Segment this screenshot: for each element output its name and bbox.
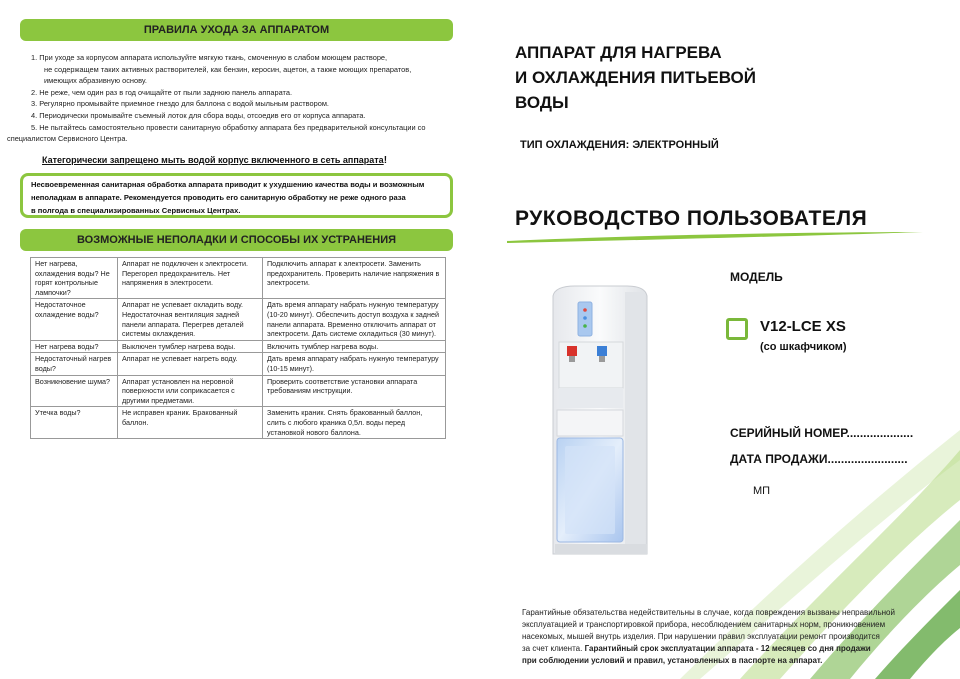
- warranty-line-2: эксплуатацией и транспортировкой прибора, несоблюдением санитарных норм, проникновением: [522, 620, 886, 629]
- trouble-fix: Проверить соответствие установки аппарата требованиям инструкции.: [263, 375, 446, 407]
- warranty-line-1: Гарантийные обязательства недействительны в случае, когда повреждения вызваны неправильной: [522, 608, 895, 617]
- sale-date: ДАТА ПРОДАЖИ........................: [730, 452, 908, 466]
- title-line-2: И ОХЛАЖДЕНИЯ ПИТЬЕВОЙ: [515, 68, 756, 87]
- trouble-fix: Включить тумблер нагрева воды.: [263, 340, 446, 353]
- warranty-line-4-b: Гарантийный срок эксплуатации аппарата - 12 месяцев со дня продажи: [584, 644, 871, 653]
- notice-box: [20, 173, 453, 218]
- model-note: (со шкафчиком): [760, 341, 847, 353]
- trouble-problem: Нет нагрева, охлаждения воды? Не горят контрольные лампочки?: [31, 258, 118, 299]
- trouble-table: [30, 257, 446, 439]
- trouble-problem: Недостаточное охлаждение воды?: [31, 299, 118, 340]
- model-label: МОДЕЛЬ: [730, 270, 783, 284]
- trouble-row: [31, 258, 446, 299]
- warranty-text: [522, 607, 895, 667]
- warranty-line-4-a: за счет клиента.: [522, 644, 585, 653]
- trouble-fix: Дать время аппарату набрать нужную температуру (10-15 минут).: [263, 353, 446, 375]
- care-item-5-cont: специалистом Сервисного Центра.: [7, 134, 128, 144]
- manual-title: РУКОВОДСТВО ПОЛЬЗОВАТЕЛЯ: [515, 207, 868, 230]
- warning-text: Категорически запрещено мыть водой корпус включенного в сеть аппарата: [42, 155, 384, 165]
- warranty-line-3: насекомых, мышей внутрь изделия. При нарушении правил эксплуатации ремонт производится: [522, 632, 880, 641]
- care-item-1: 1. При уходе за корпусом аппарата используйте мягкую ткань, смоченную в слабом моющем растворе,: [31, 53, 388, 62]
- stamp-label: МП: [753, 485, 771, 497]
- warning-mark: !: [383, 155, 388, 166]
- trouble-row: [31, 375, 446, 407]
- care-item-4: 4. Периодически промывайте съемный лоток для сбора воды, отсоедив его от корпуса аппарата.: [31, 110, 366, 120]
- notice-line-2: неполадкам в аппарате. Рекомендуется проводить его санитарную обработку не реже одного раза: [31, 193, 406, 202]
- product-title: [515, 40, 756, 115]
- care-item-3: 3. Регулярно промывайте приемное гнездо для баллона с водой мыльным раствором.: [31, 99, 329, 109]
- trouble-cause: Аппарат установлен на неровной поверхности или соприкасается с другими предметами.: [118, 375, 263, 407]
- trouble-cause: Аппарат не успевает нагреть воду.: [118, 353, 263, 375]
- notice-line-1: Несвоевременная санитарная обработка аппарата приводит к ухудшению качества воды и возможным: [31, 180, 425, 189]
- water-dispenser-image: [545, 282, 655, 572]
- trouble-row: [31, 353, 446, 375]
- warranty-line-4: [522, 643, 895, 655]
- trouble-row: [31, 407, 446, 439]
- trouble-fix: Дать время аппарату набрать нужную температуру (10-20 минут). Обеспечить доступ воздуха к задней панели аппарата. Временно отключить аппарат от электросети. Дать системе охладиться (30 минут).: [263, 299, 446, 340]
- trouble-problem: Недостаточный нагрев воды?: [31, 353, 118, 375]
- trouble-problem: Утечка воды?: [31, 407, 118, 439]
- serial-number: СЕРИЙНЫЙ НОМЕР....................: [730, 426, 914, 440]
- trouble-fix: Подключить аппарат к электросети. Заменить предохранитель. Проверить наличие напряжения в электросети.: [263, 258, 446, 299]
- warranty-line-5: при соблюдении условий и правил, установленных в паспорте на аппарат.: [522, 656, 823, 665]
- trouble-cause: Аппарат не успевает охладить воду. Недостаточная вентиляция задней панели аппарата. Перегрев деталей системы охлаждения.: [118, 299, 263, 340]
- trouble-problem: Нет нагрева воды?: [31, 340, 118, 353]
- warning-line: [42, 150, 387, 168]
- care-item-5: 5. Не пытайтесь самостоятельно провести санитарную обработку аппарата без предварительной консультации со: [31, 122, 426, 132]
- trouble-row: [31, 340, 446, 353]
- trouble-fix: Заменить краник. Снять бракованный баллон, слить с любого краника 0,5л. воды перед установкой нового баллона.: [263, 407, 446, 439]
- model-name: V12-LCE XS: [760, 318, 846, 335]
- trouble-cause: Аппарат не подключен к электросети. Перегорел предохранитель. Нет напряжения в электросети.: [118, 258, 263, 299]
- cooling-type: ТИП ОХЛАЖДЕНИЯ: ЭЛЕКТРОННЫЙ: [520, 139, 719, 151]
- trouble-problem: Возникновение шума?: [31, 375, 118, 407]
- model-checkbox[interactable]: [726, 318, 748, 340]
- title-line-3: ВОДЫ: [515, 93, 569, 112]
- trouble-header: ВОЗМОЖНЫЕ НЕПОЛАДКИ И СПОСОБЫ ИХ УСТРАНЕНИЯ: [20, 229, 453, 251]
- trouble-row: [31, 299, 446, 340]
- care-header: ПРАВИЛА УХОДА ЗА АППАРАТОМ: [20, 19, 453, 41]
- trouble-cause: Выключен тумблер нагрева воды.: [118, 340, 263, 353]
- title-swoosh: [505, 228, 925, 244]
- care-item-1-cont: не содержащем таких активных растворителей, как бензин, керосин, ацетон, а также моющих препаратов,: [44, 64, 412, 74]
- title-line-1: АППАРАТ ДЛЯ НАГРЕВА: [515, 43, 722, 62]
- care-item-1-cont2: имеющих абразивную основу.: [44, 76, 147, 86]
- notice-line-3: в полгода в специализированных Сервисных Центрах.: [31, 206, 241, 215]
- care-list: [7, 52, 456, 145]
- care-item-2: 2. Не реже, чем один раз в год очищайте от пыли заднюю панель аппарата.: [31, 87, 293, 97]
- trouble-cause: Не исправен краник. Бракованный баллон.: [118, 407, 263, 439]
